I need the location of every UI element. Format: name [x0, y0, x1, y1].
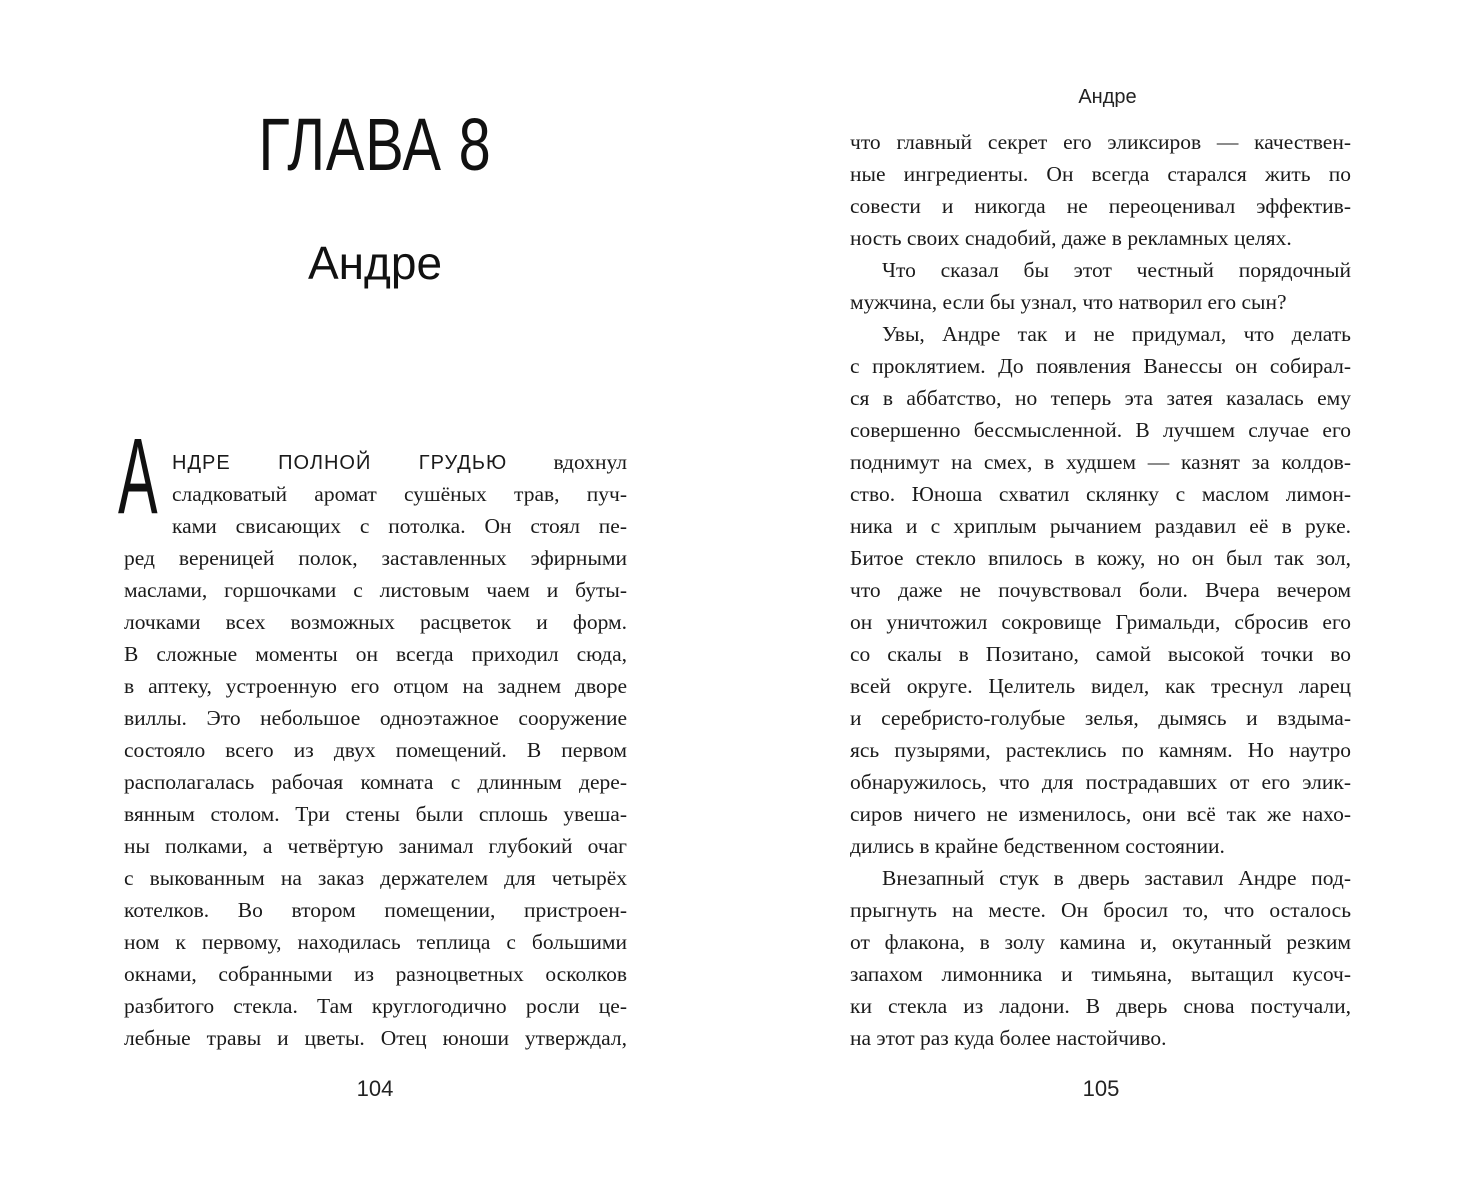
text-line: ство. Юноша схватил склянку с маслом лимон- [850, 482, 1351, 506]
drop-cap: А [118, 415, 158, 536]
text-line: совершенно бессмысленной. В лучшем случае его [850, 418, 1351, 442]
text-line: с выкованным на заказ держателем для четырёх [124, 866, 627, 890]
text-line: прыгнуть на месте. Он бросил то, что осталось [850, 898, 1351, 922]
text-line: Внезапный стук в дверь заставил Андре под- [882, 866, 1351, 890]
text-line: ред вереницей полок, заставленных эфирными [124, 546, 627, 570]
text-line: ны полками, а четвёртую занимал глубокий очаг [124, 834, 627, 858]
text-line: ные ингредиенты. Он всегда старался жить по [850, 162, 1351, 186]
text-line: В сложные моменты он всегда приходил сюда, [124, 642, 627, 666]
text-line: в аптеку, устроенную его отцом на заднем дворе [124, 674, 627, 698]
text-line: Что сказал бы этот честный порядочный [882, 258, 1351, 282]
chapter-subtitle: Андре [307, 237, 443, 289]
page-number: 105 [1082, 1076, 1120, 1101]
text-line: ника и с хриплым рычанием раздавил её в руке. [850, 514, 1351, 538]
chapter-title: ГЛАВА 8 [258, 103, 492, 186]
text-line: со скалы в Позитано, самой высокой точки во [850, 642, 1351, 666]
text-line: ки стекла из ладони. В дверь снова постучали, [850, 994, 1351, 1018]
text-line: виллы. Это небольшое одноэтажное сооружение [124, 706, 627, 730]
text-line: сиров ничего не изменилось, они всё так же нахо- [850, 802, 1351, 826]
text-line: НДРЕ ПОЛНОЙ ГРУДЬЮ вдохнул [172, 450, 627, 474]
text-line: лочками всех возможных расцветок и форм. [124, 610, 627, 634]
text-line: обнаружилось, что для пострадавших от его элик- [850, 770, 1351, 794]
text-line: мужчина, если бы узнал, что натворил его сын? [850, 290, 1287, 314]
text-line: всей округе. Целитель видел, как треснул ларец [850, 674, 1351, 698]
left-page-text [124, 446, 627, 1054]
text-line: поднимут на смех, в худшем — казнят за колдов- [850, 450, 1351, 474]
text-line: маслами, горшочками с листовым чаем и буты- [124, 578, 627, 602]
text-line: что даже не почувствовал боли. Вчера вечером [850, 578, 1351, 602]
text-line: лебные травы и цветы. Отец юноши утверждал, [124, 1026, 627, 1050]
text-line: состояло всего из двух помещений. В первом [124, 738, 627, 762]
text-line: дились в крайне бедственном состоянии. [850, 834, 1225, 858]
text-line: Увы, Андре так и не придумал, что делать [882, 322, 1351, 346]
text-line: располагалась рабочая комната с длинным дере- [124, 770, 627, 794]
lead-in: НДРЕ ПОЛНОЙ ГРУДЬЮ [172, 452, 508, 474]
right-page [738, 0, 1477, 1182]
page-number: 104 [356, 1076, 394, 1101]
text-line: он уничтожил сокровище Гримальди, сбросив его [850, 610, 1351, 634]
text-line: ном к первому, находилась теплица с большими [124, 930, 627, 954]
text-line: и серебристо-голубые зелья, дымясь и вздыма- [850, 706, 1351, 730]
text-line: с проклятием. До появления Ванессы он собирал- [850, 354, 1351, 378]
text-line: вянным столом. Три стены были сплошь увеша- [124, 802, 627, 826]
text-line: от флакона, в золу камина и, окутанный резким [850, 930, 1351, 954]
right-page-text [850, 126, 1351, 1054]
text-line: сладковатый аромат сушёных трав, пуч- [172, 482, 627, 506]
text-line: совести и никогда не переоценивал эффектив- [850, 194, 1351, 218]
left-page [0, 0, 738, 1182]
text-line: запахом лимонника и тимьяна, вытащил кусоч- [850, 962, 1351, 986]
text-line: ся в аббатство, но теперь эта затея казалась ему [850, 386, 1351, 410]
text-line: ясь пузырями, растеклись по камням. Но наутро [850, 738, 1351, 762]
text-line: разбитого стекла. Там круглогодично росли це- [124, 994, 627, 1018]
running-head: Андре [1078, 86, 1137, 108]
text-line: на этот раз куда более настойчиво. [850, 1026, 1167, 1050]
text-line: ками свисающих с потолка. Он стоял пе- [172, 514, 627, 538]
text-line: Битое стекло впилось в кожу, но он был так зол, [850, 546, 1351, 570]
text-line: окнами, собранными из разноцветных осколков [124, 962, 627, 986]
text-line: что главный секрет его эликсиров — качествен- [850, 130, 1351, 154]
text-line: ность своих снадобий, даже в рекламных целях. [850, 226, 1292, 250]
text-line: котелков. Во втором помещении, пристроен- [124, 898, 627, 922]
